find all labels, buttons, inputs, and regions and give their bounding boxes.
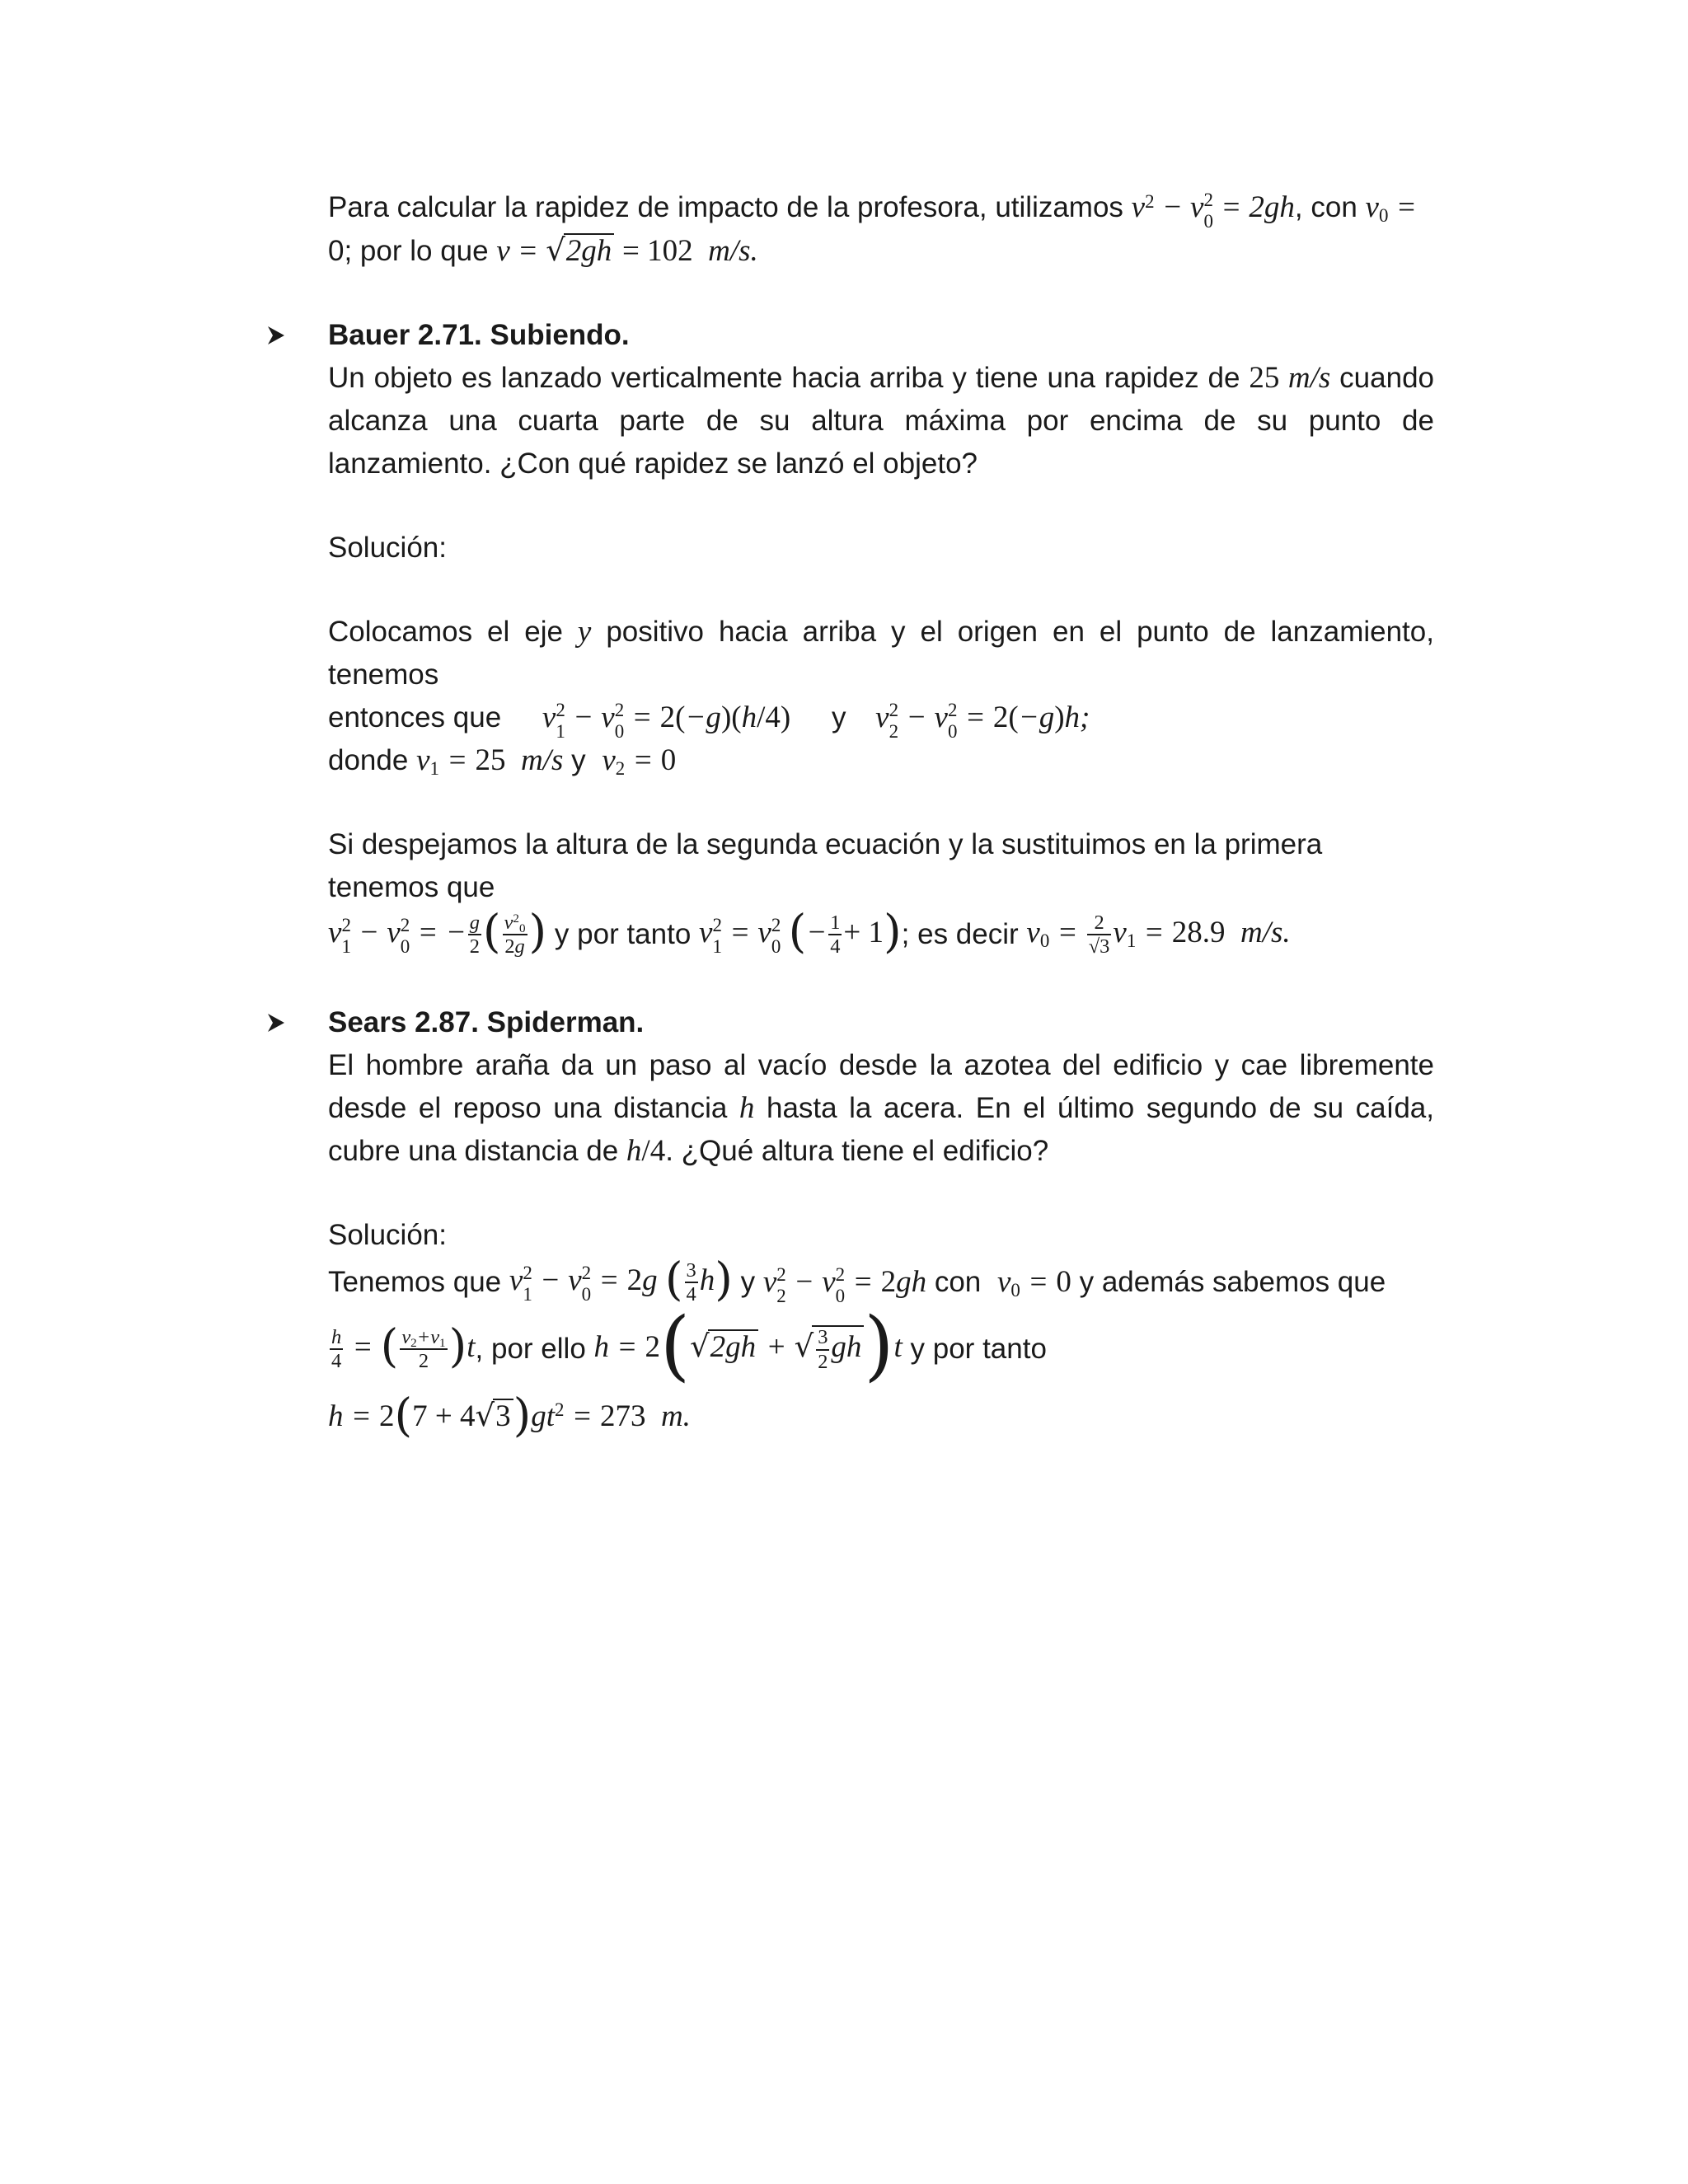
problem1-solution-p2: Si despejamos la altura de la segunda ecuación y la sustituimos en la primera tenemos que: [328, 828, 1323, 903]
problem1-solution-p2-equations: [328, 905, 1434, 960]
problem1-sol-p1-a: Colocamos el eje: [328, 616, 563, 648]
problem1-and-word: y: [831, 701, 846, 733]
problem1-title: Bauer 2.71. Subiendo.: [328, 319, 630, 351]
problem2-solution-line-3: [328, 1390, 1434, 1441]
problem1-equation-2: v 2 2 − v 2 0 = 2(−g)h;: [875, 700, 1090, 742]
intro-result: = 102: [622, 234, 693, 268]
problem2-statement: [328, 1044, 1434, 1173]
problem2-and-word: y: [740, 1266, 756, 1298]
problem1-solution-where-line: [328, 739, 1434, 782]
problem1-solution-p1: [328, 611, 1434, 696]
problem2-statement-b: hasta la acera. En el último segundo de su caída, cubre una distancia de: [328, 1092, 1434, 1167]
problem2-h-expression: h = 2(√2gh + √ $\frac{3}{2}$ gh)t: [593, 1301, 903, 1390]
problem1-that-is-text: ; es decir: [901, 918, 1019, 950]
problem2-title: Sears 2.87. Spiderman.: [328, 1006, 645, 1038]
intro-paragraph: [328, 186, 1434, 273]
problem2-with-word: con: [934, 1266, 982, 1298]
intro-text-a: Para calcular la rapidez de impacto de la profesora, utilizamos: [328, 191, 1123, 223]
problem2-h-var: h: [738, 1091, 755, 1125]
intro-equation: $v^2 - v$ 2 0 = 2gh: [1131, 190, 1295, 232]
problem1-statement: [328, 357, 1434, 485]
problem2-statement-c: . ¿Qué altura tiene el edificio?: [665, 1135, 1049, 1167]
problem2-solution-label: Solución:: [328, 1219, 447, 1251]
problem2-statement-a: El hombre araña da un paso al vacío desde la azotea del edificio y cae libremente desde el reposo una distancia: [328, 1049, 1434, 1124]
problem1-axis-var: y: [577, 615, 592, 649]
problem2-sol-a: Tenemos que: [328, 1266, 502, 1298]
problem1-solution-eq-line: [328, 696, 1434, 742]
problem1-ratio-equation: v 2 1 = v 2 0 (− $\frac{1}{4}$ + 1): [699, 905, 902, 959]
arrowhead-bullet-icon: [267, 326, 285, 345]
problem-bauer-2-71: [328, 314, 1434, 960]
problem1-where-word: donde: [328, 744, 409, 776]
problem2-result-value: 273: [599, 1399, 646, 1433]
problem1-result-value: 28.9: [1171, 915, 1226, 949]
problem1-speed-value: 25: [1249, 361, 1280, 395]
intro-sqrt-formula: v = √2gh: [496, 234, 614, 268]
problem-sears-2-87: [328, 1001, 1434, 1441]
problem1-therefore-text: y por tanto: [554, 918, 692, 950]
problem1-speed-unit: m/s: [1287, 361, 1331, 395]
intro-condition: $v_0$ =: [1365, 190, 1417, 226]
problem2-solution-line-2: [328, 1301, 1434, 1390]
problem1-and-word-2: y: [571, 744, 586, 776]
problem1-v1-value: $v_1 = 25$ m/s: [416, 743, 564, 779]
problem2-sol-e: , por ello: [475, 1333, 586, 1365]
problem2-h-quarter: h/4: [626, 1134, 666, 1168]
problem2-sol-d: y además sabemos que: [1079, 1266, 1386, 1298]
problem2-equation-1: v 2 1 − v 2 0 = 2g ( $\frac{3}{4}$ h): [509, 1253, 733, 1307]
arrowhead-bullet-icon: [267, 1013, 285, 1033]
problem2-final-equation: $h = 2(7 + 4√3)gt^2 = 273$ m.: [328, 1389, 691, 1443]
problem2-equation-2: v 2 2 − v 2 0 = 2gh: [762, 1264, 927, 1306]
intro-unit: m/s.: [708, 234, 758, 268]
problem1-solution-label: Solución:: [328, 532, 447, 564]
intro-text-b: , con: [1294, 191, 1357, 223]
problem1-statement-a: Un objeto es lanzado verticalmente hacia arriba y tiene una rapidez de: [328, 362, 1240, 394]
problem1-v2-value: $v_2 = 0$: [602, 743, 677, 779]
problem1-sol-p1-b: positivo hacia arriba y el origen en el punto de lanzamiento, tenemos: [328, 616, 1434, 691]
problem2-average-velocity-equation: $\frac{h}{4}$ = ( $\frac{v_2+v_1}{2}$ )t: [331, 1319, 476, 1374]
problem1-final-equation: $v_0$ = $\frac{2}{√3}$ $v_1 = 28.9$ m/s.: [1026, 911, 1291, 958]
problem1-sol-p1-c: entonces que: [328, 701, 502, 733]
intro-text-c: 0; por lo que: [328, 235, 489, 267]
problem1-equation-1: v 2 1 − v 2 0 = 2(−g)(h/4): [542, 700, 791, 742]
problem1-statement-b: cuando alcanza una cuarta parte de su altura máxima por encima de su punto de lanzamiento. ¿Con qué rapidez se lanzó el objeto?: [328, 362, 1434, 480]
problem2-sol-f: y por tanto: [910, 1333, 1047, 1365]
document-content: [328, 186, 1434, 1441]
problem2-v0-condition: $v_0 = 0$: [996, 1265, 1071, 1301]
problem1-substitution-equation: v 2 1 − v 2 0 = − $\frac{g}{2}$ ( $\frac{v^2_0}{2g}$ ): [328, 905, 547, 959]
problem1-result-unit: m/s.: [1240, 915, 1291, 949]
